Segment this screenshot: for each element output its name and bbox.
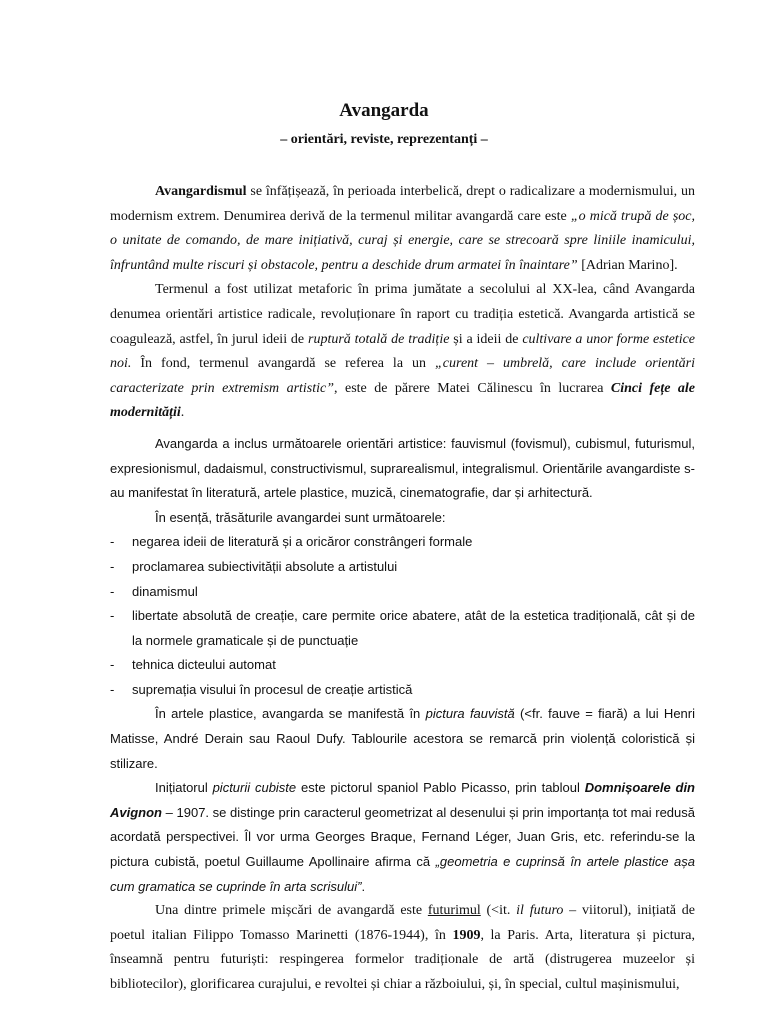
features-list: [110, 530, 695, 702]
calinescu-quote: „curent – umbrelă, care include orientări caracterizate prin extremism artistic”: [110, 356, 695, 396]
paragraph-term-origin: Termenul a fost utilizat metaforic în prima jumătate a secolului al XX-lea, când Avangarda denumea orientări artistice radicale, revoluționare în raport cu tradiția estetică. Avangarda artistică se coagulează, astfel, în jurul ideii de ruptură totală de tradiție și a ideii de cultivare a unor forme estetice noi. În fond, termenul avangardă se referea la un „curent – umbrelă, care include orientări caracterizate prin extremism artistic”, este de părere Matei Călinescu în lucrarea Cinci fețe ale modernității.: [110, 282, 696, 421]
page-subtitle: – orientări, reviste, reprezentanți –: [280, 132, 488, 147]
list-item: - proclamarea subiectivității absolute a artistului: [110, 558, 398, 574]
work-title: Cinci fețe ale modernității: [110, 380, 695, 421]
list-item: - dinamismul: [110, 583, 198, 599]
document-body: [110, 180, 695, 998]
list-item: - negarea ideii de literatură și a oricăror constrângeri formale: [110, 534, 473, 550]
apollinaire-quote: „geometria e cuprinsă în artele plastice așa cum gramatica se cuprinde în arta scrisului”: [110, 854, 695, 894]
paragraph-definition: Avangardismul se înfățișează, în perioada interbelică, drept o radicalizare a modernismului, un modernism extrem. Denumirea derivă de la termenul militar avangardă care este „o mică trupă de șoc, o unitate de comando, de mare inițiativă, curaj și energie, care se strecoară spre liniile inamicului, înfruntând multe riscuri și obstacole, pentru a deschide drum armatei în înaintare” [Adrian Marino].: [110, 184, 695, 273]
list-item: - libertate absolută de creație, care permite orice abatere, atât de la estetica tradițională, cât și de la normele gramaticale și de punctuație: [110, 608, 695, 648]
marino-quote: „o mică trupă de șoc, o unitate de comando, de mare inițiativă, curaj și energie, care se strecoară spre liniile inamicului, înfruntând multe riscuri și obstacole, pentru a deschide drum armatei în înaintare”: [110, 208, 695, 273]
paragraph-features-intro: În esență, trăsăturile avangardei sunt următoarele:: [155, 509, 446, 525]
term-futurism: futurimul: [427, 903, 481, 919]
year-1909: 1909: [452, 927, 481, 943]
list-item: - supremația visului în procesul de creație artistică: [110, 681, 413, 697]
paragraph-orientations: Avangarda a inclus următoarele orientări artistice: fauvismul (fovismul), cubismul, futurismul, expresionismul, dadaismul, constructivismul, suprarealismul, integralismul. Orientările avangardiste s-au manifestat în literatură, artele plastice, muzică, cinematografie, dar și arhitectură.: [110, 435, 695, 501]
list-item: - tehnica dicteului automat: [110, 657, 276, 673]
paragraph-cubism: Inițiatorul picturii cubiste este pictorul spaniol Pablo Picasso, prin tabloul Domnișoarele din Avignon – 1907. se distinge prin caracterul geometrizat al desenului și prin importanța tot mai redusă acordată perspectivei. Îl vor urma Georges Braque, Fernand Léger, Juan Gris, etc. referindu-se la pictura cubistă, poetul Guillaume Apollinaire afirma că „geometria e cuprinsă în artele plastice așa cum gramatica se cuprinde în arta scrisului”.: [110, 780, 695, 894]
page-title: Avangarda: [339, 100, 429, 121]
term-avangardismul: Avangardismul: [155, 184, 247, 199]
painting-title: Domnișoarele din Avignon: [110, 780, 695, 820]
paragraph-fauvism: În artele plastice, avangarda se manifestă în pictura fauvistă (<fr. fauve = fiară) a lui Henri Matisse, André Derain sau Raoul Dufy. Tablourile acestora se remarcă prin violență coloristică și stilizare.: [110, 706, 695, 771]
paragraph-futurism: Una dintre primele mișcări de avangardă este futurimul (<it. il futuro – viitorul), inițiată de poetul italian Filippo Tomasso Marinetti (1876-1944), în 1909, la Paris. Arta, literatura și pictura, înseamnă pentru futuriști: respingerea formelor tradiționale de artă (distrugerea muzeelor și bibliotecilor), glorificarea curajului, e revoltei și chiar a războiului, și, în special, cultul mașinismului,: [110, 903, 695, 992]
